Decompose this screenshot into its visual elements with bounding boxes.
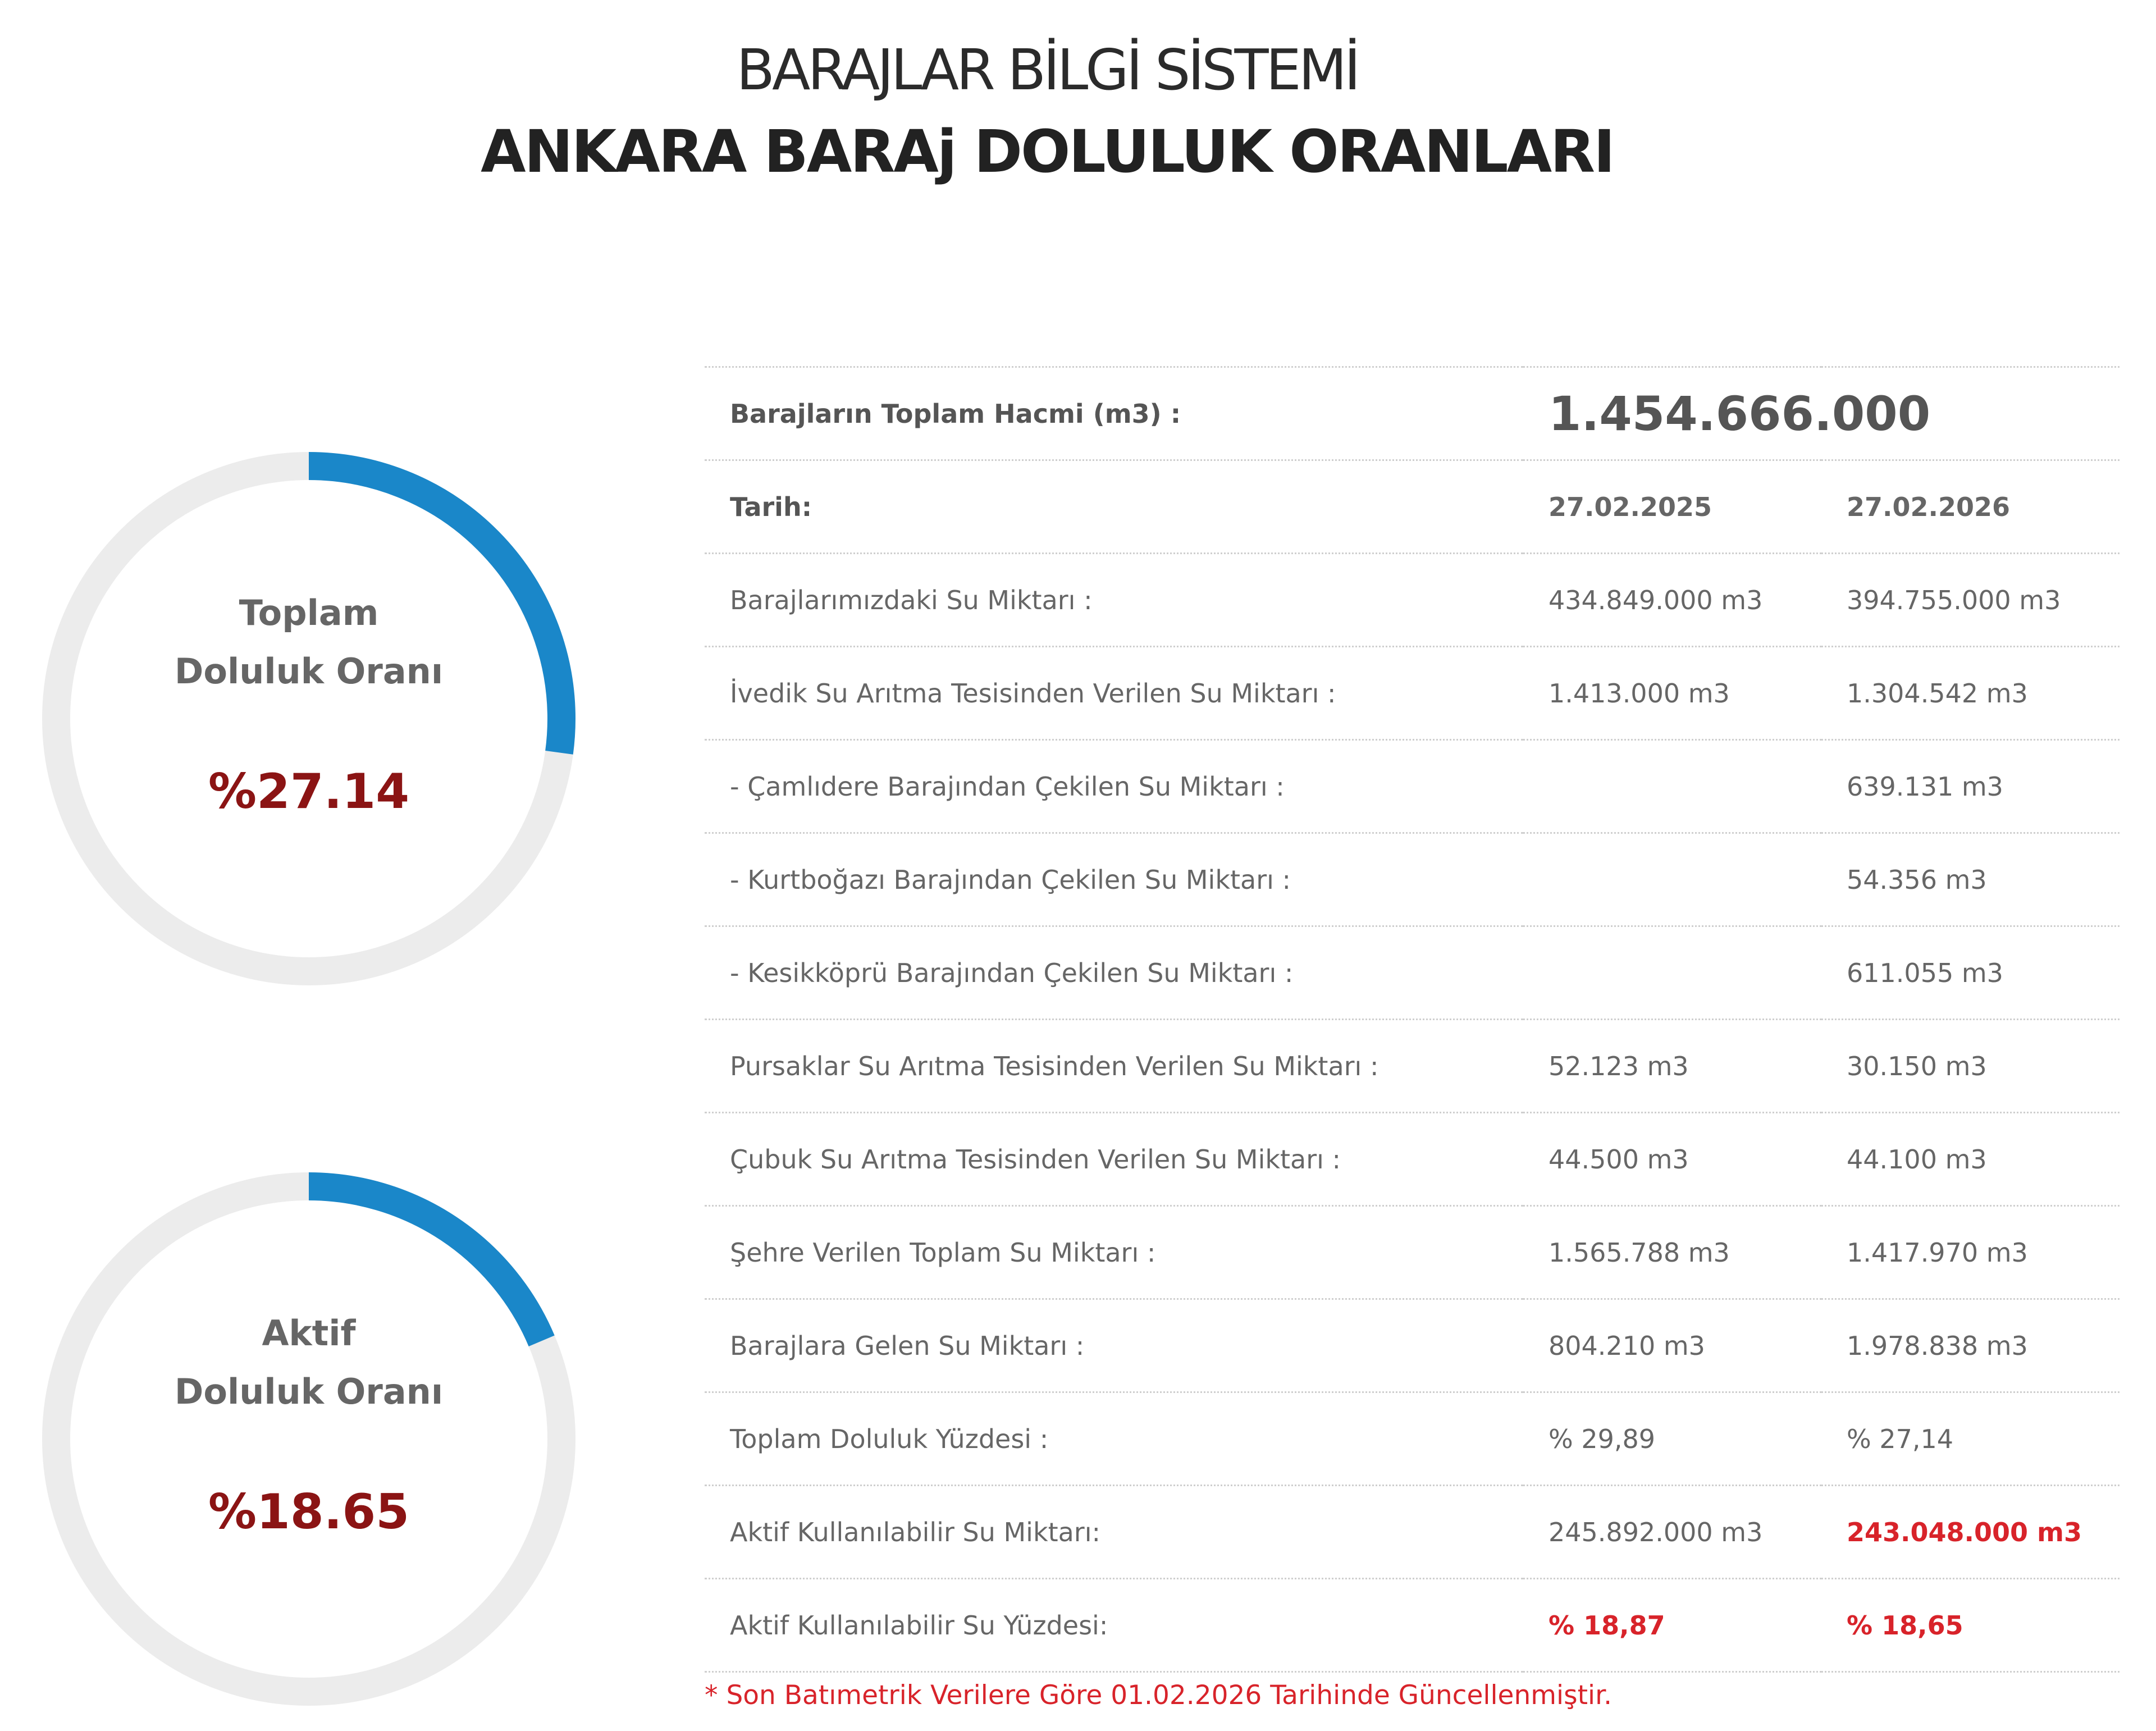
active-fill-gauge [39, 1170, 578, 1709]
row-value-2026: 611.055 m3 [1821, 926, 2120, 1020]
page-subtitle: ANKARA BARAj DOLULUK ORANLARI [481, 117, 1614, 186]
row-value-2025 [1523, 740, 1821, 833]
row-label: Şehre Verilen Toplam Su Miktarı : [705, 1206, 1523, 1299]
row-label: Toplam Doluluk Yüzdesi : [705, 1392, 1523, 1486]
active-fill-gauge-ring [39, 1170, 578, 1709]
table-row [705, 647, 2120, 740]
gauge-label-line2: Doluluk Oranı [174, 1371, 444, 1412]
table-row [705, 740, 2120, 833]
row-label: - Çamlıdere Barajından Çekilen Su Miktarı : [705, 740, 1523, 833]
row-value-2026: 1.417.970 m3 [1821, 1206, 2120, 1299]
update-footnote: * Son Batımetrik Verilere Göre 01.02.2026 Tarihinde Güncellenmiştir. [705, 1680, 1613, 1711]
row-label: Pursaklar Su Arıtma Tesisinden Verilen Su Miktarı : [705, 1020, 1523, 1113]
row-value-2025: 44.500 m3 [1523, 1113, 1821, 1206]
row-value-2026: 394.755.000 m3 [1821, 554, 2120, 647]
table-row [705, 833, 2120, 926]
row-value-2025 [1523, 926, 1821, 1020]
row-value-2026: 639.131 m3 [1821, 740, 2120, 833]
total-fill-gauge [39, 449, 578, 988]
row-value-2026: 1.304.542 m3 [1821, 647, 2120, 740]
row-value-2026: % 18,65 [1821, 1579, 2120, 1672]
gauge-label-line2: Doluluk Oranı [174, 651, 444, 692]
row-value-2025: 1.413.000 m3 [1523, 647, 1821, 740]
date-column-2: 27.02.2026 [1821, 460, 2120, 554]
row-value-2025: 434.849.000 m3 [1523, 554, 1821, 647]
row-value-2025: 245.892.000 m3 [1523, 1486, 1821, 1579]
row-value-2025: 804.210 m3 [1523, 1299, 1821, 1392]
gauge-label-line1: Toplam [239, 592, 379, 633]
row-value-2026: % 27,14 [1821, 1392, 2120, 1486]
gauge-label-line1: Aktif [262, 1313, 356, 1354]
row-value-2025: % 29,89 [1523, 1392, 1821, 1486]
table-row [705, 1579, 2120, 1672]
row-label: İvedik Su Arıtma Tesisinden Verilen Su Miktarı : [705, 647, 1523, 740]
total-fill-gauge-ring [39, 449, 578, 988]
row-value-2026: 44.100 m3 [1821, 1113, 2120, 1206]
row-value-2026: 30.150 m3 [1821, 1020, 2120, 1113]
volume-label: Barajların Toplam Hacmi (m3) : [705, 367, 1523, 460]
table-row [705, 1299, 2120, 1392]
row-value-2026: 54.356 m3 [1821, 833, 2120, 926]
dam-data-table [705, 366, 2120, 1673]
table-row-date [705, 460, 2120, 554]
row-label: Barajlara Gelen Su Miktarı : [705, 1299, 1523, 1392]
row-value-2025: % 18,87 [1523, 1579, 1821, 1672]
table-row [705, 1486, 2120, 1579]
table-row [705, 1113, 2120, 1206]
row-label: Barajlarımızdaki Su Miktarı : [705, 554, 1523, 647]
row-value-2025 [1523, 833, 1821, 926]
row-value-2026: 243.048.000 m3 [1821, 1486, 2120, 1579]
gauge-value: %18.65 [208, 1484, 410, 1540]
row-label: - Kurtboğazı Barajından Çekilen Su Miktarı : [705, 833, 1523, 926]
row-value-2026: 1.978.838 m3 [1821, 1299, 2120, 1392]
page-title: BARAJLAR BİLGİ SİSTEMİ [736, 37, 1358, 103]
row-label: Aktif Kullanılabilir Su Yüzdesi: [705, 1579, 1523, 1672]
table-row-total-volume [705, 367, 2120, 460]
date-column-1: 27.02.2025 [1523, 460, 1821, 554]
row-value-2025: 52.123 m3 [1523, 1020, 1821, 1113]
table-row [705, 1206, 2120, 1299]
row-value-2025: 1.565.788 m3 [1523, 1206, 1821, 1299]
date-label: Tarih: [705, 460, 1523, 554]
table-row [705, 1020, 2120, 1113]
table-row [705, 926, 2120, 1020]
table-row [705, 554, 2120, 647]
row-label: Aktif Kullanılabilir Su Miktarı: [705, 1486, 1523, 1579]
volume-value: 1.454.666.000 [1523, 367, 2120, 460]
table-row [705, 1392, 2120, 1486]
row-label: Çubuk Su Arıtma Tesisinden Verilen Su Miktarı : [705, 1113, 1523, 1206]
row-label: - Kesikköprü Barajından Çekilen Su Miktarı : [705, 926, 1523, 1020]
gauge-value: %27.14 [208, 764, 410, 820]
